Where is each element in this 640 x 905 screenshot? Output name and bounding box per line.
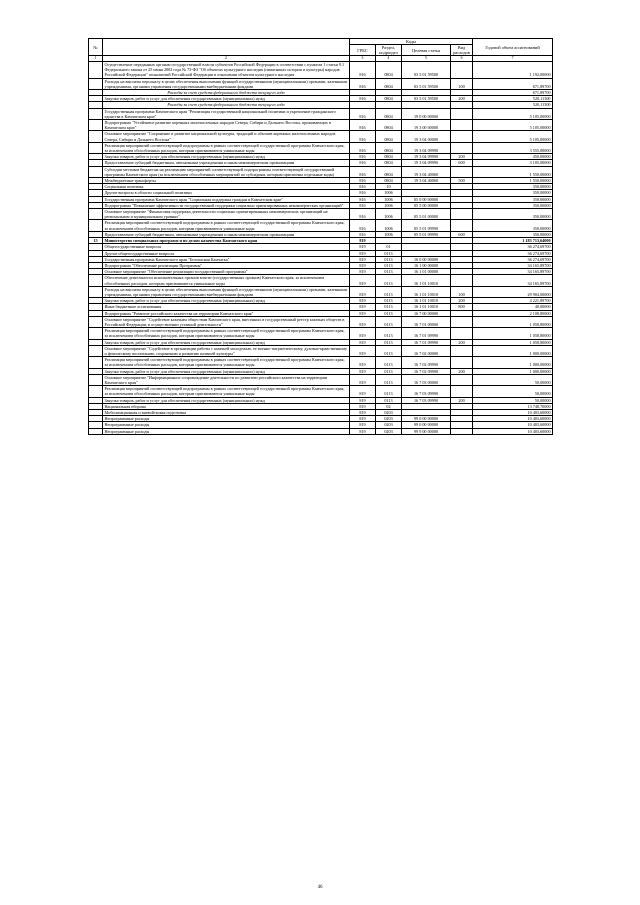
row-name: Межбюджетные трансферты — [103, 178, 350, 184]
row-vid — [451, 357, 473, 368]
row-number — [89, 120, 103, 131]
row-name: Субсидии местным бюджетам на реализацию мероприятий соответствующей подпрограммы соответствующей государственной программы Камчатского края (за исключением обособленных мероприятий по субсидиям, которым присвоены отдельные коды) — [103, 166, 350, 177]
row-razdel: 0203 — [376, 409, 402, 415]
row-razdel: 0113 — [376, 345, 402, 356]
row-vid — [451, 166, 473, 177]
row-target: 16 7 03 00000 — [402, 374, 451, 385]
table-row — [89, 286, 553, 297]
table-row — [89, 166, 553, 177]
row-amount: 34 165,89700 — [473, 275, 553, 286]
row-number — [89, 328, 103, 339]
row-name: Основное мероприятие "Информационное сопровождение деятельности по развитию российского казачества на территории Камчатского края" — [103, 374, 350, 385]
header-number: № — [89, 39, 103, 56]
row-name: Мобилизационная и вневойсковая подготовка — [103, 409, 350, 415]
row-name: Общегосударственные вопросы — [103, 244, 350, 250]
row-razdel: 0113 — [376, 250, 402, 256]
table-row — [89, 316, 553, 327]
row-vid — [451, 131, 473, 142]
row-name: Реализация мероприятий соответствующей подпрограммы в рамках соответствующей государственной программы Камчатского края, за исключением обособленных расходов, которым присваиваются уникальные коды — [103, 142, 350, 153]
row-amount: 10 403,60000 — [473, 428, 553, 434]
row-name: Расходы за счет средств федерального бюджета текущего года — [103, 90, 350, 96]
header-target: Целевая статья — [402, 45, 451, 56]
row-target: 05 0 00 00000 — [402, 196, 451, 202]
row-razdel: 1006 — [376, 196, 402, 202]
row-amount: 36 274,69700 — [473, 256, 553, 262]
row-name: Закупка товаров, работ и услуг для обеспечения государственных (муниципальных) нужд — [103, 339, 350, 345]
row-razdel: 0804 — [376, 62, 402, 79]
row-number — [89, 131, 103, 142]
table-body — [89, 62, 553, 435]
row-name: Закупка товаров, работ и услуг для обеспечения государственных (муниципальных) нужд — [103, 298, 350, 304]
row-vid — [451, 428, 473, 434]
row-name: Осуществление переданных органам государственной власти субъектов Российской Федерации в соответствии с пунктом 1 статьи 9.1 Федерального закона от 25 июня 2002 года № 73-ФЗ "Об объектах культурного наследия (памятниках истории и культуры) народов Российской Федерации" полномочий Российской Федерации в отношении объектов культурного наследия — [103, 62, 350, 79]
row-vid: 600 — [451, 160, 473, 166]
row-razdel: 0113 — [376, 386, 402, 397]
row-amount: 3 555,00000 — [473, 142, 553, 153]
row-razdel: 0113 — [376, 310, 402, 316]
row-target: 19 0 00 00000 — [402, 108, 451, 119]
row-number — [89, 62, 103, 79]
row-vid: 200 — [451, 298, 473, 304]
row-amount: 5 105,00000 — [473, 131, 553, 142]
row-vid: 500 — [451, 178, 473, 184]
row-target: 03 5 01 59500 — [402, 78, 451, 89]
column-number: 5 — [402, 56, 451, 62]
row-name: Подпрограмма "Устойчивое развитие коренных малочисленных народов Севера, Сибири и Дальнего Востока, проживающих в Камчатском крае" — [103, 120, 350, 131]
table-row — [89, 78, 553, 89]
row-grbs: 816 — [350, 166, 376, 177]
row-amount: 10 403,60000 — [473, 422, 553, 428]
row-grbs: 819 — [350, 304, 376, 310]
header-codes: Коды — [350, 39, 473, 45]
row-grbs: 819 — [350, 368, 376, 374]
table-row — [89, 108, 553, 119]
row-name: Обеспечение деятельности исполнительных органов власти (государственных органов) Камчатского края, за исключением обособленных расходов, которым присваиваются уникальные коды — [103, 275, 350, 286]
row-vid — [451, 220, 473, 231]
column-number: 4 — [376, 56, 402, 62]
row-razdel: 0804 — [376, 96, 402, 102]
row-target: 05 5 01 09990 — [402, 231, 451, 237]
row-razdel: 0113 — [376, 368, 402, 374]
row-grbs: 819 — [350, 357, 376, 368]
table-row — [89, 275, 553, 286]
budget-table-page — [88, 38, 552, 435]
row-name: Подпрограмма "Повышение эффективности государственной поддержки социально ориентированных некоммерческих организаций" — [103, 202, 350, 208]
row-target: 99 0 00 00000 — [402, 416, 451, 422]
row-number — [89, 209, 103, 220]
row-vid — [451, 316, 473, 327]
table-header — [89, 39, 553, 62]
row-grbs: 819 — [350, 269, 376, 275]
table-row — [89, 209, 553, 220]
row-target: 16 1 01 00000 — [402, 269, 451, 275]
row-number — [89, 275, 103, 286]
row-target: 03 5 01 59500 — [402, 62, 451, 79]
row-target: 16 1 01 10010 — [402, 304, 451, 310]
row-vid — [451, 209, 473, 220]
row-target: 03 5 01 59500 — [402, 96, 451, 102]
row-grbs: 819 — [350, 250, 376, 256]
row-name: Непрограммные расходы — [103, 428, 350, 434]
row-amount: 671,89700 — [473, 90, 553, 96]
row-target: 99 0 00 00000 — [402, 422, 451, 428]
row-amount: 34 165,89700 — [473, 262, 553, 268]
row-amount: 40,00000 — [473, 304, 553, 310]
row-razdel: 0113 — [376, 275, 402, 286]
table-row — [89, 374, 553, 385]
row-amount: 350,00000 — [473, 196, 553, 202]
row-amount: 350,00000 — [473, 184, 553, 190]
row-grbs: 819 — [350, 310, 376, 316]
row-target: 16 7 01 00000 — [402, 316, 451, 327]
row-name: Подпрограмма "Обеспечение реализации Программы" — [103, 262, 350, 268]
row-amount: 1 550,00000 — [473, 178, 553, 184]
row-name: Основное мероприятие "Обеспечение реализации государственной программы" — [103, 269, 350, 275]
row-grbs: 816 — [350, 62, 376, 79]
row-grbs: 816 — [350, 196, 376, 202]
table-row — [89, 386, 553, 397]
row-name: Основное мероприятие "Содействие казачьим обществам Камчатского края, внесенных в государственный реестр казачьих обществ в Российской Федерации, в осуществлении уставной деятельности" — [103, 316, 350, 327]
row-grbs: 816 — [350, 108, 376, 119]
page-number: 46 — [317, 885, 323, 890]
row-target: 19 3 04 40060 — [402, 166, 451, 177]
row-name: Другие общегосударственные вопросы — [103, 250, 350, 256]
row-vid: 200 — [451, 339, 473, 345]
row-razdel: 0203 — [376, 422, 402, 428]
table-row — [89, 357, 553, 368]
row-amount: 10 403,60000 — [473, 409, 553, 415]
row-target: 16 7 02 09990 — [402, 368, 451, 374]
row-target: 19 3 04 09990 — [402, 142, 451, 153]
row-vid: 800 — [451, 304, 473, 310]
row-razdel: 0804 — [376, 78, 402, 89]
row-grbs: 816 — [350, 120, 376, 131]
row-grbs: 816 — [350, 131, 376, 142]
row-razdel: 0113 — [376, 262, 402, 268]
row-name: Государственная программа Камчатского края "Социальная поддержка граждан в Камчатском крае" — [103, 196, 350, 202]
row-target: 16 7 00 00000 — [402, 310, 451, 316]
column-number: 3 — [350, 56, 376, 62]
budget-table — [88, 38, 553, 435]
row-target: 16 7 01 09990 — [402, 328, 451, 339]
row-target: 16 1 00 00000 — [402, 262, 451, 268]
table-row — [89, 142, 553, 153]
row-name: Расходы за счет средств федерального бюджета текущего года — [103, 102, 350, 108]
row-amount: 520,11300 — [473, 102, 553, 108]
row-grbs: 816 — [350, 142, 376, 153]
row-name: Предоставление субсидий бюджетным, автономным учреждениям и иным некоммерческим организациям — [103, 231, 350, 237]
row-name: Реализация мероприятий соответствующей подпрограммы в рамках соответствующей государственной программы Камчатского края, за исключением обособленных расходов, которым присваиваются уникальные коды — [103, 357, 350, 368]
row-name: Расходы на выплаты персоналу в целях обеспечения выполнения функций государственными (муниципальными) органами, казенными учреждениями, органами управления государственными внебюджетными фондами — [103, 286, 350, 297]
row-grbs: 816 — [350, 178, 376, 184]
row-grbs: 816 — [350, 202, 376, 208]
column-number: 7 — [473, 56, 553, 62]
row-target: 19 3 04 09990 — [402, 160, 451, 166]
row-grbs: 816 — [350, 154, 376, 160]
row-grbs: 819 — [350, 244, 376, 250]
row-target: 05 5 00 00000 — [402, 202, 451, 208]
row-vid — [451, 374, 473, 385]
row-name: Закупка товаров, работ и услуг для обеспечения государственных (муниципальных) нужд — [103, 154, 350, 160]
row-target: 16 7 03 09990 — [402, 386, 451, 397]
row-vid — [451, 142, 473, 153]
row-grbs: 816 — [350, 184, 376, 190]
row-target: 99 9 00 00000 — [402, 428, 451, 434]
row-name: Государственная программа Камчатского края "Реализация государственной национальной политики и укрепление гражданского единства в Камчатском крае" — [103, 108, 350, 119]
row-target: 16 0 00 00000 — [402, 256, 451, 262]
row-grbs: 819 — [350, 328, 376, 339]
row-vid — [451, 120, 473, 131]
row-razdel: 1006 — [376, 190, 402, 196]
row-amount: 1 058,80000 — [473, 339, 553, 345]
row-name: Подпрограмма "Развитие российского казачества на территории Камчатского края" — [103, 310, 350, 316]
row-amount: 36 274,69700 — [473, 244, 553, 250]
row-amount: 3 105,00000 — [473, 160, 553, 166]
row-grbs: 819 — [350, 339, 376, 345]
row-razdel: 0203 — [376, 416, 402, 422]
row-grbs: 816 — [350, 209, 376, 220]
header-razdel: Раздел, подраздел — [376, 45, 402, 56]
row-number — [89, 166, 103, 177]
row-razdel: 1006 — [376, 209, 402, 220]
row-name: Основное мероприятие "Сохранение и развитие национальной культуры, традиций и обычаев коренных малочисленных народов Севера, Сибири и Дальнего Востока" — [103, 131, 350, 142]
row-razdel: 02 — [376, 403, 402, 409]
row-razdel: 0804 — [376, 142, 402, 153]
table-row — [89, 345, 553, 356]
row-target: 19 3 04 00000 — [402, 131, 451, 142]
row-vid — [451, 328, 473, 339]
row-name: Основное мероприятие "Финансовая поддержка деятельности социально ориентированных некоммерческих организаций на региональном и муниципальном уровнях" — [103, 209, 350, 220]
table-row — [89, 131, 553, 142]
row-grbs: 819 — [350, 345, 376, 356]
row-target: 16 1 01 10010 — [402, 298, 451, 304]
table-row — [89, 428, 553, 434]
row-amount: 350,00000 — [473, 202, 553, 208]
row-number — [89, 142, 103, 153]
table-row — [89, 328, 553, 339]
row-grbs: 816 — [350, 190, 376, 196]
row-razdel: 0804 — [376, 154, 402, 160]
row-grbs: 816 — [350, 220, 376, 231]
row-amount: 1 000,00000 — [473, 345, 553, 356]
row-vid — [451, 345, 473, 356]
row-razdel: 1006 — [376, 220, 402, 231]
row-razdel: 0113 — [376, 269, 402, 275]
row-razdel: 01 — [376, 244, 402, 250]
row-amount: 50,00000 — [473, 386, 553, 397]
row-number — [89, 220, 103, 231]
row-vid: 200 — [451, 368, 473, 374]
row-amount: 350,00000 — [473, 190, 553, 196]
row-target: 19 3 04 40060 — [402, 178, 451, 184]
row-razdel: 0113 — [376, 298, 402, 304]
row-amount: 1 192,00000 — [473, 62, 553, 79]
row-vid — [451, 386, 473, 397]
row-razdel: 1006 — [376, 202, 402, 208]
row-amount: 1 183 713,64000 — [473, 238, 553, 244]
row-name: Другие вопросы в области социальной политики — [103, 190, 350, 196]
row-amount: 1 000,00000 — [473, 357, 553, 368]
row-amount: 13 748,70000 — [473, 403, 553, 409]
row-name: Национальная оборона — [103, 403, 350, 409]
row-grbs: 819 — [350, 422, 376, 428]
row-vid: 200 — [451, 397, 473, 403]
row-grbs: 819 — [350, 374, 376, 385]
row-number — [89, 78, 103, 89]
row-grbs: 816 — [350, 231, 376, 237]
row-target: 16 7 01 09990 — [402, 339, 451, 345]
row-name: Закупка товаров, работ и услуг для обеспечения государственных (муниципальных) нужд — [103, 397, 350, 403]
row-target: 19 3 00 00000 — [402, 120, 451, 131]
row-name: Основное мероприятие "Содействие в организации работы с казачьей молодежью, ее военно-патриотическому, духовно-нравственному и физическому воспитанию, сохранению и развитию казачьей культуры" — [103, 345, 350, 356]
row-vid — [451, 108, 473, 119]
row-grbs: 819 — [350, 403, 376, 409]
row-amount: 2 108,80000 — [473, 310, 553, 316]
row-razdel: 0113 — [376, 328, 402, 339]
row-amount: 10 403,60000 — [473, 416, 553, 422]
row-target: 19 3 04 09990 — [402, 154, 451, 160]
row-name: Реализация мероприятий соответствующей подпрограммы в рамках соответствующей государственной программы Камчатского края, за исключением обособленных расходов, которым присваиваются уникальные коды — [103, 386, 350, 397]
row-amount: 29 904,00000 — [473, 286, 553, 297]
row-number: 15 — [89, 238, 103, 244]
row-grbs: 819 — [350, 409, 376, 415]
row-number — [89, 374, 103, 385]
row-grbs: 819 — [350, 256, 376, 262]
row-target: 16 1 01 10010 — [402, 286, 451, 297]
row-number — [89, 108, 103, 119]
row-amount: 50,00000 — [473, 374, 553, 385]
row-name: Реализация мероприятий соответствующей подпрограммы в рамках соответствующей государственной программы Камчатского края, за исключением обособленных расходов, которым присваиваются уникальные коды — [103, 328, 350, 339]
table-row — [89, 220, 553, 231]
row-amount: 520,11300 — [473, 96, 553, 102]
row-vid: 200 — [451, 96, 473, 102]
row-amount: 5 105,00000 — [473, 108, 553, 119]
row-number — [89, 316, 103, 327]
row-target: 16 7 03 09990 — [402, 397, 451, 403]
row-grbs: 819 — [350, 275, 376, 286]
row-name: Министерство специальных программ и по делам казачества Камчатского края — [103, 238, 350, 244]
row-razdel: 0113 — [376, 339, 402, 345]
row-grbs: 819 — [350, 286, 376, 297]
row-amount: 1 058,80000 — [473, 328, 553, 339]
row-name: Государственная программа Камчатского края "Безопасная Камчатка" — [103, 256, 350, 262]
row-razdel: 0113 — [376, 286, 402, 297]
column-number: 6 — [451, 56, 473, 62]
row-name: Непрограммные расходы — [103, 422, 350, 428]
row-name: Непрограммные расходы — [103, 416, 350, 422]
row-vid — [451, 275, 473, 286]
row-razdel: 1006 — [376, 231, 402, 237]
row-vid: 100 — [451, 286, 473, 297]
row-amount: 36 274,69700 — [473, 250, 553, 256]
row-razdel: 0113 — [376, 316, 402, 327]
row-number — [89, 286, 103, 297]
row-name: Социальная политика — [103, 184, 350, 190]
row-razdel: 0113 — [376, 256, 402, 262]
row-number — [89, 386, 103, 397]
row-razdel: 0804 — [376, 166, 402, 177]
column-number: 2 — [103, 56, 350, 62]
row-grbs: 816 — [350, 78, 376, 89]
row-razdel: 0113 — [376, 304, 402, 310]
row-grbs: 819 — [350, 428, 376, 434]
row-number — [89, 428, 103, 434]
row-amount: 50,00000 — [473, 397, 553, 403]
row-razdel: 0203 — [376, 428, 402, 434]
row-razdel: 0804 — [376, 160, 402, 166]
row-target: 05 5 01 09990 — [402, 220, 451, 231]
row-amount: 671,89700 — [473, 78, 553, 89]
row-amount: 350,00000 — [473, 231, 553, 237]
row-amount: 5 105,00000 — [473, 120, 553, 131]
row-razdel: 0113 — [376, 374, 402, 385]
header-name — [103, 39, 350, 56]
row-grbs: 816 — [350, 96, 376, 102]
header-amount: Годовой объем ассигнований — [473, 39, 553, 56]
row-name: Расходы на выплаты персоналу в целях обеспечения выполнения функций государственными (муниципальными) органами, казенными учреждениями, органами управления государственными внебюджетными фондами — [103, 78, 350, 89]
row-amount: 1 058,80000 — [473, 316, 553, 327]
row-vid: 200 — [451, 154, 473, 160]
header-vid: Вид расходов — [451, 45, 473, 56]
row-target: 16 1 01 10010 — [402, 275, 451, 286]
row-grbs: 819 — [350, 416, 376, 422]
row-vid: 600 — [451, 231, 473, 237]
row-vid: 100 — [451, 78, 473, 89]
row-razdel: 0113 — [376, 357, 402, 368]
header-grbs: ГРБС — [350, 45, 376, 56]
row-grbs: 819 — [350, 262, 376, 268]
row-amount: 1 550,00000 — [473, 166, 553, 177]
row-razdel: 0113 — [376, 397, 402, 403]
row-grbs: 819 — [350, 316, 376, 327]
row-grbs: 816 — [350, 160, 376, 166]
row-grbs: 819 — [350, 397, 376, 403]
row-amount: 34 165,89700 — [473, 269, 553, 275]
row-grbs: 819 — [350, 298, 376, 304]
row-amount: 450,00000 — [473, 154, 553, 160]
row-grbs: 819 — [350, 386, 376, 397]
row-amount: 350,00000 — [473, 220, 553, 231]
row-target: 16 7 02 09990 — [402, 357, 451, 368]
row-target: 16 7 02 00000 — [402, 345, 451, 356]
row-razdel: 0804 — [376, 178, 402, 184]
table-row — [89, 120, 553, 131]
row-name: Иные бюджетные ассигнования — [103, 304, 350, 310]
row-razdel: 0804 — [376, 120, 402, 131]
row-grbs: 819 — [350, 238, 376, 244]
row-name: Предоставление субсидий бюджетным, автономным учреждениям и иным некоммерческим организациям — [103, 160, 350, 166]
row-name: Реализация мероприятий соответствующей подпрограммы в рамках соответствующей государственной программы Камчатского края, за исключением обособленных расходов, которым присваиваются уникальные коды — [103, 220, 350, 231]
row-target: 05 5 01 00000 — [402, 209, 451, 220]
row-name: Закупка товаров, работ и услуг для обеспечения государственных (муниципальных) нужд — [103, 368, 350, 374]
row-name: Закупка товаров, работ и услуг для обеспечения государственных (муниципальных) нужд — [103, 96, 350, 102]
row-number — [89, 345, 103, 356]
row-razdel: 0804 — [376, 131, 402, 142]
row-amount: 4 221,89700 — [473, 298, 553, 304]
table-row — [89, 62, 553, 79]
column-number: 1 — [89, 56, 103, 62]
row-amount: 350,00000 — [473, 209, 553, 220]
row-amount: 1 000,00000 — [473, 368, 553, 374]
row-vid — [451, 62, 473, 79]
row-number — [89, 357, 103, 368]
row-razdel: 0804 — [376, 108, 402, 119]
row-razdel: 10 — [376, 184, 402, 190]
